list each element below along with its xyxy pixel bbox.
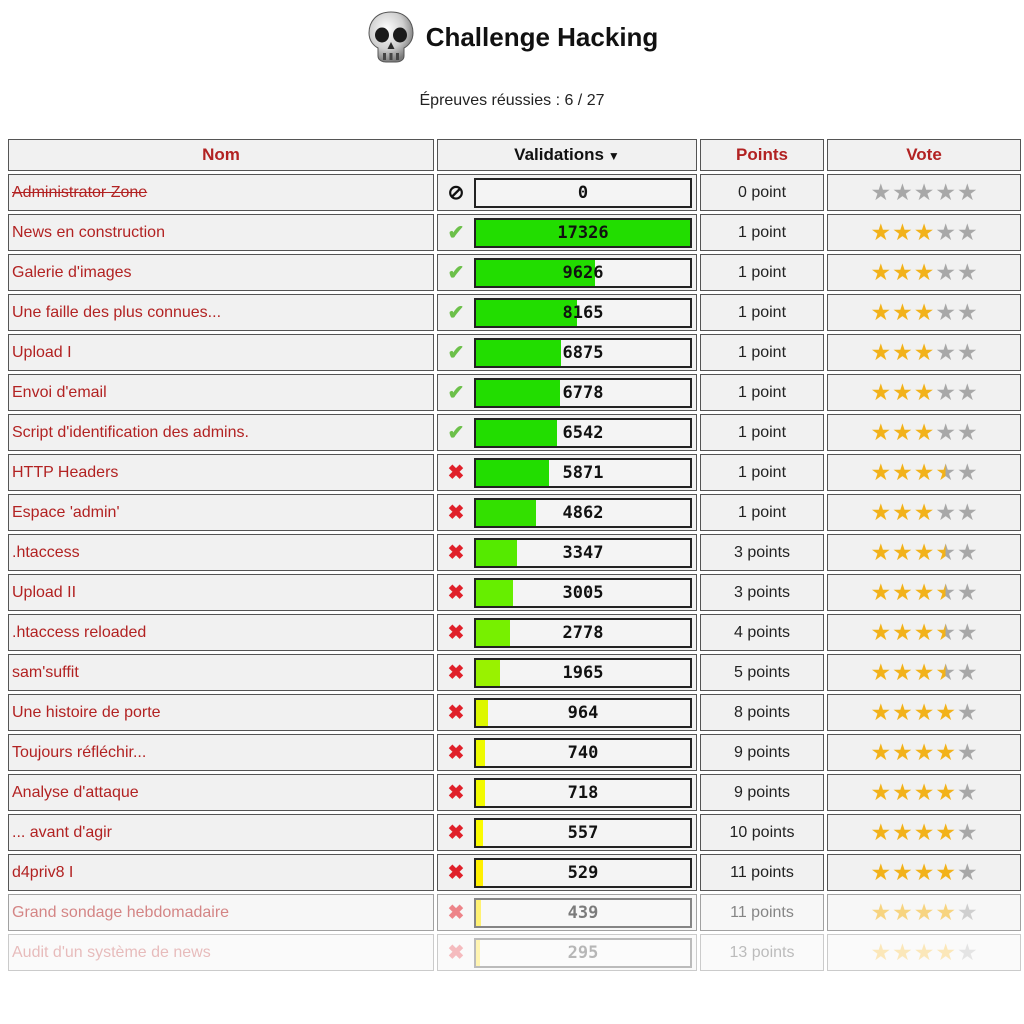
vote-stars [827, 934, 1021, 971]
star-icon[interactable]: ★ [870, 458, 892, 485]
star-icon[interactable]: ★ [870, 498, 892, 525]
validations-bar [474, 578, 692, 608]
star-icon[interactable]: ★ [892, 178, 913, 205]
column-header-name[interactable]: Nom [8, 139, 434, 171]
star-icon[interactable]: ★ [870, 578, 892, 605]
cross-icon: ✖ [447, 901, 465, 924]
vote-stars [827, 814, 1021, 851]
star-icon[interactable]: ★ [935, 818, 956, 845]
validations-cell [437, 494, 697, 531]
star-icon[interactable]: ★ [913, 178, 935, 205]
table-row [8, 574, 1021, 611]
challenge-name-link[interactable]: sam'suffit [8, 654, 434, 691]
vote-stars [827, 734, 1021, 771]
star-icon[interactable]: ★ [892, 738, 913, 765]
points-value: 1 point [700, 294, 824, 331]
vote-stars [827, 894, 1021, 931]
star-icon[interactable]: ★ [956, 498, 978, 525]
star-icon[interactable]: ★ [870, 338, 892, 365]
star-icon[interactable]: ★ [913, 618, 935, 645]
check-icon: ✔ [447, 301, 465, 324]
challenge-name-link[interactable]: Upload I [8, 334, 434, 371]
star-icon[interactable]: ★ [913, 258, 935, 285]
validations-cell [437, 214, 697, 251]
cross-icon: ✖ [447, 581, 465, 604]
star-icon[interactable]: ★ [956, 258, 978, 285]
star-icon[interactable]: ★ [892, 858, 913, 885]
points-value: 3 points [700, 574, 824, 611]
validations-count: 718 [567, 782, 599, 803]
validations-count: 557 [567, 822, 599, 843]
star-icon[interactable]: ★ [870, 778, 892, 805]
validations-cell [437, 734, 697, 771]
validations-bar [474, 178, 692, 208]
challenge-name-link[interactable]: .htaccess reloaded [8, 614, 434, 651]
challenge-name-link[interactable]: Galerie d'images [8, 254, 434, 291]
cross-icon: ✖ [447, 661, 465, 684]
star-icon[interactable]: ★ [935, 858, 956, 885]
validations-cell [437, 934, 697, 971]
column-header-validations[interactable] [437, 139, 697, 171]
challenge-table [8, 136, 1018, 974]
validations-count: 2778 [562, 622, 604, 643]
points-value: 5 points [700, 654, 824, 691]
points-value: 8 points [700, 694, 824, 731]
points-value: 1 point [700, 254, 824, 291]
validations-cell [437, 654, 697, 691]
cross-icon: ✖ [447, 941, 465, 964]
table-row [8, 254, 1021, 291]
vote-stars [827, 374, 1021, 411]
check-icon: ✔ [447, 341, 465, 364]
vote-stars [827, 494, 1021, 531]
validations-bar [474, 858, 692, 888]
star-icon[interactable]: ★ [956, 698, 978, 725]
table-row [8, 654, 1021, 691]
challenge-name-link[interactable]: Script d'identification des admins. [8, 414, 434, 451]
vote-stars [827, 414, 1021, 451]
challenge-name-link[interactable]: Grand sondage hebdomadaire [8, 894, 434, 931]
star-icon[interactable]: ★ [956, 778, 978, 805]
points-value: 9 points [700, 734, 824, 771]
validations-bar [474, 378, 692, 408]
validations-bar [474, 298, 692, 328]
star-icon[interactable]: ★ [956, 938, 978, 965]
star-icon[interactable]: ★ [870, 418, 892, 445]
validations-count: 740 [567, 742, 599, 763]
challenge-name-link[interactable]: HTTP Headers [8, 454, 434, 491]
star-icon[interactable]: ★ [892, 578, 913, 605]
star-icon[interactable]: ★ [870, 698, 892, 725]
star-icon[interactable]: ★ [913, 498, 935, 525]
table-row [8, 334, 1021, 371]
check-icon: ✔ [447, 221, 465, 244]
star-icon[interactable]: ★ [913, 738, 935, 765]
validations-count: 6542 [562, 422, 604, 443]
cross-icon: ✖ [447, 701, 465, 724]
points-value: 4 points [700, 614, 824, 651]
table-row [8, 694, 1021, 731]
vote-stars [827, 654, 1021, 691]
star-icon[interactable]: ★ [956, 578, 978, 605]
star-icon[interactable]: ★ [870, 818, 892, 845]
table-header-row [8, 139, 1021, 171]
star-icon[interactable]: ★ [956, 898, 978, 925]
validations-cell [437, 534, 697, 571]
star-icon[interactable]: ★ [935, 378, 956, 405]
validations-bar [474, 658, 692, 688]
validations-cell [437, 254, 697, 291]
star-icon[interactable]: ★ [870, 738, 892, 765]
validations-bar [474, 738, 692, 768]
table-row [8, 934, 1021, 971]
table-row [8, 214, 1021, 251]
star-icon[interactable]: ★ [956, 338, 978, 365]
vote-stars [827, 214, 1021, 251]
validations-bar [474, 458, 692, 488]
points-value: 1 point [700, 334, 824, 371]
star-icon[interactable]: ★ [935, 698, 956, 725]
points-value: 11 points [700, 854, 824, 891]
star-icon[interactable]: ★ [870, 618, 892, 645]
star-icon[interactable]: ★ [870, 218, 892, 245]
cross-icon: ✖ [447, 861, 465, 884]
challenge-name-link[interactable]: ... avant d'agir [8, 814, 434, 851]
table-row [8, 494, 1021, 531]
star-icon[interactable]: ★ [913, 938, 935, 965]
star-icon[interactable]: ★ [935, 578, 956, 605]
points-value: 9 points [700, 774, 824, 811]
star-icon[interactable]: ★ [892, 778, 913, 805]
validations-count: 6875 [562, 342, 604, 363]
star-icon[interactable]: ★ [892, 298, 913, 325]
table-row [8, 454, 1021, 491]
validations-count: 3005 [562, 582, 604, 603]
star-icon[interactable]: ★ [892, 338, 913, 365]
table-row [8, 894, 1021, 931]
star-icon[interactable]: ★ [913, 578, 935, 605]
star-icon[interactable]: ★ [956, 178, 978, 205]
star-icon[interactable]: ★ [956, 418, 978, 445]
check-icon: ✔ [447, 261, 465, 284]
validations-bar [474, 418, 692, 448]
table-row [8, 614, 1021, 651]
star-icon[interactable]: ★ [935, 938, 956, 965]
points-value: 1 point [700, 214, 824, 251]
points-value: 3 points [700, 534, 824, 571]
validations-cell [437, 894, 697, 931]
star-icon[interactable]: ★ [892, 218, 913, 245]
star-icon[interactable]: ★ [892, 498, 913, 525]
challenge-name-link[interactable]: Upload II [8, 574, 434, 611]
star-icon[interactable]: ★ [935, 778, 956, 805]
star-icon[interactable]: ★ [892, 938, 913, 965]
star-icon[interactable]: ★ [935, 178, 956, 205]
star-icon[interactable]: ★ [870, 378, 892, 405]
validations-count: 964 [567, 702, 599, 723]
validations-count: 0 [577, 182, 589, 203]
star-icon[interactable]: ★ [892, 618, 913, 645]
vote-stars [827, 774, 1021, 811]
validations-bar [474, 218, 692, 248]
star-icon[interactable]: ★ [892, 898, 913, 925]
points-value: 0 point [700, 174, 824, 211]
validations-count: 295 [567, 942, 599, 963]
vote-stars [827, 454, 1021, 491]
vote-stars [827, 334, 1021, 371]
challenge-name-link[interactable]: Une faille des plus connues... [8, 294, 434, 331]
sort-desc-icon: ▼ [607, 149, 620, 163]
vote-stars [827, 854, 1021, 891]
star-icon[interactable]: ★ [935, 618, 956, 645]
star-icon[interactable]: ★ [892, 538, 913, 565]
vote-stars [827, 614, 1021, 651]
challenge-name-link[interactable]: Espace 'admin' [8, 494, 434, 531]
vote-stars [827, 534, 1021, 571]
challenge-name-link[interactable]: .htaccess [8, 534, 434, 571]
star-icon[interactable]: ★ [913, 818, 935, 845]
star-icon[interactable]: ★ [956, 658, 978, 685]
validations-cell [437, 374, 697, 411]
star-icon[interactable]: ★ [913, 898, 935, 925]
star-icon[interactable]: ★ [870, 898, 892, 925]
star-icon[interactable]: ★ [870, 298, 892, 325]
validations-count: 4862 [562, 502, 604, 523]
cross-icon: ✖ [447, 501, 465, 524]
points-value: 1 point [700, 374, 824, 411]
validations-count: 9626 [562, 262, 604, 283]
table-row [8, 774, 1021, 811]
validations-bar [474, 258, 692, 288]
validations-cell [437, 454, 697, 491]
challenge-name-link[interactable]: d4priv8 I [8, 854, 434, 891]
cross-icon: ✖ [447, 821, 465, 844]
vote-stars [827, 174, 1021, 211]
validations-bar [474, 618, 692, 648]
validations-bar [474, 498, 692, 528]
star-icon[interactable]: ★ [956, 298, 978, 325]
challenge-name-link[interactable]: Administrator Zone [8, 174, 434, 211]
validations-cell [437, 774, 697, 811]
star-icon[interactable]: ★ [956, 218, 978, 245]
validations-count: 439 [567, 902, 599, 923]
star-icon[interactable]: ★ [913, 698, 935, 725]
table-row [8, 374, 1021, 411]
star-icon[interactable]: ★ [956, 458, 978, 485]
star-icon[interactable]: ★ [870, 658, 892, 685]
star-icon[interactable]: ★ [913, 538, 935, 565]
star-icon[interactable]: ★ [892, 418, 913, 445]
validations-count: 3347 [562, 542, 604, 563]
star-icon[interactable]: ★ [935, 538, 956, 565]
star-icon[interactable]: ★ [913, 298, 935, 325]
star-icon[interactable]: ★ [956, 538, 978, 565]
table-row [8, 734, 1021, 771]
table-row [8, 854, 1021, 891]
points-value: 1 point [700, 414, 824, 451]
validations-count: 8165 [562, 302, 604, 323]
validations-cell [437, 334, 697, 371]
column-header-vote[interactable]: Vote [827, 139, 1021, 171]
validations-count: 6778 [562, 382, 604, 403]
page-header [0, 10, 1024, 70]
challenge-name-link[interactable]: Audit d'un système de news [8, 934, 434, 971]
forbidden-icon: ⊘ [447, 181, 465, 204]
check-icon: ✔ [447, 381, 465, 404]
star-icon[interactable]: ★ [935, 898, 956, 925]
table-row [8, 534, 1021, 571]
validations-bar [474, 338, 692, 368]
validations-cell [437, 694, 697, 731]
points-value: 13 points [700, 934, 824, 971]
validations-cell [437, 574, 697, 611]
table-row [8, 814, 1021, 851]
cross-icon: ✖ [447, 741, 465, 764]
star-icon[interactable]: ★ [892, 458, 913, 485]
validations-count: 17326 [557, 222, 609, 243]
star-icon[interactable]: ★ [956, 738, 978, 765]
validations-cell [437, 814, 697, 851]
star-icon[interactable]: ★ [892, 698, 913, 725]
star-icon[interactable]: ★ [913, 658, 935, 685]
star-icon[interactable]: ★ [913, 338, 935, 365]
star-icon[interactable]: ★ [956, 818, 978, 845]
star-icon[interactable]: ★ [913, 458, 935, 485]
table-row [8, 174, 1021, 211]
validations-label: Validations [514, 145, 604, 164]
star-icon[interactable]: ★ [870, 538, 892, 565]
challenge-name-link[interactable]: News en construction [8, 214, 434, 251]
star-icon[interactable]: ★ [892, 378, 913, 405]
star-icon[interactable]: ★ [870, 178, 892, 205]
cross-icon: ✖ [447, 461, 465, 484]
points-value: 10 points [700, 814, 824, 851]
star-icon[interactable]: ★ [956, 858, 978, 885]
star-icon[interactable]: ★ [935, 298, 956, 325]
star-icon[interactable]: ★ [956, 378, 978, 405]
points-value: 1 point [700, 454, 824, 491]
star-icon[interactable]: ★ [935, 738, 956, 765]
vote-stars [827, 254, 1021, 291]
star-icon[interactable]: ★ [913, 858, 935, 885]
star-icon[interactable]: ★ [935, 498, 956, 525]
validations-count: 1965 [562, 662, 604, 683]
star-icon[interactable]: ★ [935, 338, 956, 365]
challenge-name-link[interactable]: Analyse d'attaque [8, 774, 434, 811]
star-icon[interactable]: ★ [892, 658, 913, 685]
cross-icon: ✖ [447, 781, 465, 804]
star-icon[interactable]: ★ [935, 458, 956, 485]
cross-icon: ✖ [447, 541, 465, 564]
star-icon[interactable]: ★ [870, 258, 892, 285]
validations-cell [437, 174, 697, 211]
star-icon[interactable]: ★ [892, 258, 913, 285]
validations-cell [437, 414, 697, 451]
star-icon[interactable]: ★ [892, 818, 913, 845]
vote-stars [827, 574, 1021, 611]
progress-text: Épreuves réussies : 6 / 27 [419, 92, 605, 109]
star-icon[interactable]: ★ [935, 258, 956, 285]
validations-bar [474, 938, 692, 968]
validations-bar [474, 698, 692, 728]
star-icon[interactable]: ★ [935, 218, 956, 245]
vote-stars [827, 694, 1021, 731]
validations-cell [437, 614, 697, 651]
validations-bar [474, 898, 692, 928]
star-icon[interactable]: ★ [935, 418, 956, 445]
table-row [8, 414, 1021, 451]
star-icon[interactable]: ★ [913, 378, 935, 405]
star-icon[interactable]: ★ [870, 938, 892, 965]
points-value: 1 point [700, 494, 824, 531]
vote-stars [827, 294, 1021, 331]
star-icon[interactable]: ★ [913, 218, 935, 245]
column-header-points[interactable]: Points [700, 139, 824, 171]
validations-count: 529 [567, 862, 599, 883]
validations-bar [474, 778, 692, 808]
star-icon[interactable]: ★ [935, 658, 956, 685]
validations-bar [474, 538, 692, 568]
challenge-name-link[interactable]: Toujours réfléchir... [8, 734, 434, 771]
page-title: Challenge Hacking [425, 21, 659, 52]
validations-count: 5871 [562, 462, 604, 483]
star-icon[interactable]: ★ [870, 858, 892, 885]
check-icon: ✔ [447, 421, 465, 444]
challenge-name-link[interactable]: Envoi d'email [8, 374, 434, 411]
challenge-name-link[interactable]: Une histoire de porte [8, 694, 434, 731]
cross-icon: ✖ [447, 621, 465, 644]
validations-cell [437, 854, 697, 891]
points-value: 11 points [700, 894, 824, 931]
star-icon[interactable]: ★ [913, 778, 935, 805]
star-icon[interactable]: ★ [913, 418, 935, 445]
validations-cell [437, 294, 697, 331]
skull-icon [366, 10, 416, 64]
star-icon[interactable]: ★ [956, 618, 978, 645]
validations-bar [474, 818, 692, 848]
table-row [8, 294, 1021, 331]
